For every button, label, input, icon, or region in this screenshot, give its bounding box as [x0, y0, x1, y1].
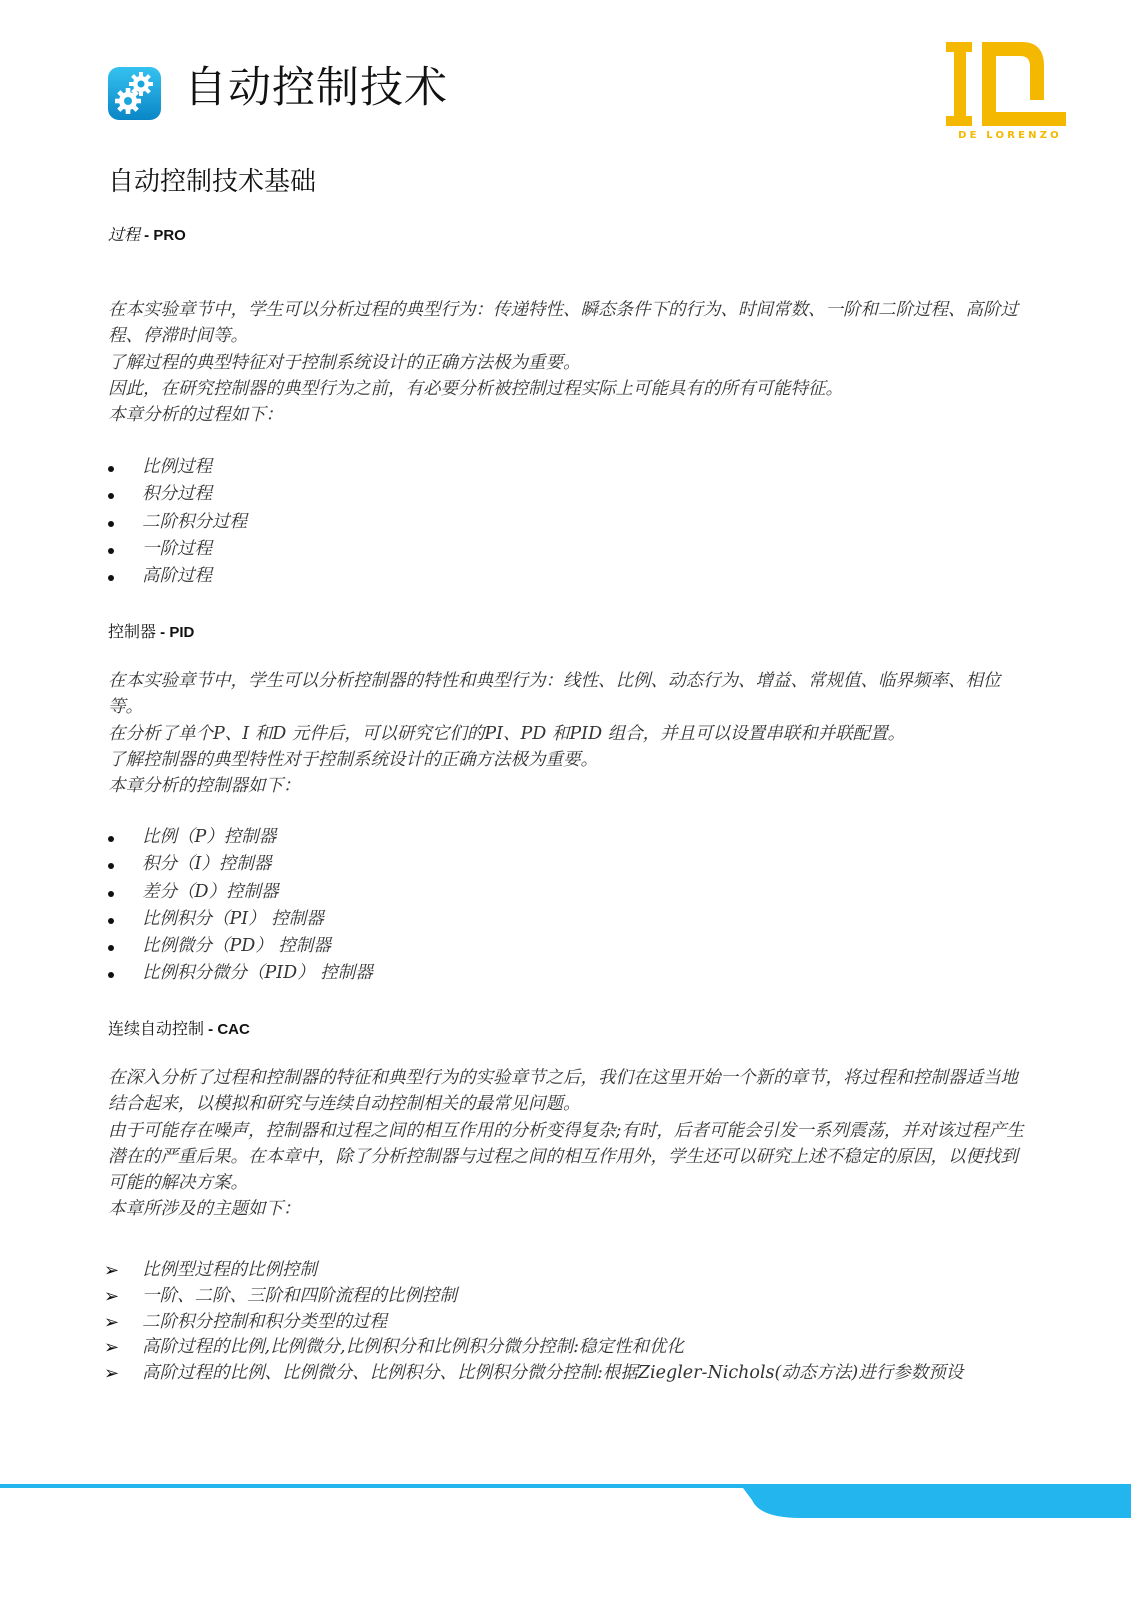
- cac-paragraph: 由于可能存在噪声，控制器和过程之间的相互作用的分析变得复杂;有时，后者可能会引发一系列震荡，并对该过程产生潜在的严重后果。在本章中，除了分析控制器与过程之间的相互作用外，学生还可以研究上述不稳定的原因，以便找到可能的解决方案。: [108, 1120, 1024, 1194]
- pid-heading: [108, 619, 194, 642]
- list-item: 比例过程: [108, 454, 247, 481]
- list-item: ➢ 比例型过程的比例控制: [108, 1258, 963, 1284]
- list-item: 高阶过程: [108, 563, 247, 590]
- cac-description: [108, 1065, 1026, 1223]
- cac-paragraph: 在深入分析了过程和控制器的特征和典型行为的实验章节之后，我们在这里开始一个新的章节，将过程和控制器适当地结合起来，以模拟和研究与连续自动控制相关的最常见问题。: [108, 1068, 1018, 1115]
- cac-heading: [108, 1016, 250, 1039]
- pro-list: [108, 454, 247, 590]
- list-item: 比例积分（PI） 控制器: [108, 906, 373, 933]
- pro-paragraph: 本章分析的过程如下：: [108, 405, 283, 426]
- cac-heading-cn: 连续自动控制: [108, 1019, 205, 1038]
- pid-heading-code: - PID: [156, 624, 195, 641]
- list-item: ➢ 高阶过程的比例、比例微分、比例积分、比例积分微分控制:根据Ziegler-Nichols(动态方法)进行参数预设: [108, 1361, 963, 1387]
- pid-paragraph: 在分析了单个P、I 和D 元件后，可以研究它们的PI、PD 和PID 组合，并且可以设置串联和并联配置。: [108, 723, 906, 744]
- list-item: 比例积分微分（PID） 控制器: [108, 960, 373, 987]
- document-title: 自动控制技术: [184, 63, 448, 113]
- footer-band: [0, 1478, 1131, 1528]
- list-item: 积分（I）控制器: [108, 851, 373, 878]
- pid-paragraph: 在本实验章节中，学生可以分析控制器的特性和典型行为：线性、比例、动态行为、增益、常规值、临界频率、相位等。: [108, 671, 1001, 718]
- logo-wordmark: DE LORENZO: [958, 130, 1062, 141]
- pro-heading: [108, 222, 186, 245]
- list-item: 一阶过程: [108, 536, 247, 563]
- pid-paragraph: 本章分析的控制器如下：: [108, 776, 301, 797]
- pro-paragraph: 在本实验章节中，学生可以分析过程的典型行为：传递特性、瞬态条件下的行为、时间常数、一阶和二阶过程、高阶过程、停滞时间等。: [108, 300, 1018, 347]
- pro-paragraph: 了解过程的典型特征对于控制系统设计的正确方法极为重要。: [108, 352, 581, 373]
- pro-heading-cn: 过程: [108, 225, 141, 244]
- pro-heading-code: - PRO: [140, 227, 186, 244]
- list-item: ➢ 高阶过程的比例,比例微分,比例积分和比例积分微分控制:稳定性和优化: [108, 1335, 963, 1361]
- list-item: 积分过程: [108, 481, 247, 508]
- cac-heading-code: - CAC: [204, 1021, 250, 1038]
- pro-paragraph: 因此，在研究控制器的典型行为之前，有必要分析被控制过程实际上可能具有的所有可能特征。: [108, 378, 843, 399]
- pro-description: [108, 297, 1028, 428]
- gears-icon: [108, 67, 161, 120]
- list-item: 二阶积分过程: [108, 509, 247, 536]
- list-item: ➢ 一阶、二阶、三阶和四阶流程的比例控制: [108, 1284, 963, 1310]
- pid-description: [108, 668, 1028, 799]
- list-item: 比例微分（PD） 控制器: [108, 933, 373, 960]
- pid-list: [108, 824, 373, 988]
- cac-paragraph: 本章所涉及的主题如下：: [108, 1199, 301, 1220]
- pid-paragraph: 了解控制器的典型特性对于控制系统设计的正确方法极为重要。: [108, 749, 598, 770]
- list-item: 差分（D）控制器: [108, 879, 373, 906]
- pid-heading-cn: 控制器: [108, 622, 157, 641]
- cac-list: [108, 1258, 963, 1387]
- section-title: 自动控制技术基础: [108, 167, 317, 197]
- list-item: 比例（P）控制器: [108, 824, 373, 851]
- list-item: ➢ 二阶积分控制和积分类型的过程: [108, 1310, 963, 1336]
